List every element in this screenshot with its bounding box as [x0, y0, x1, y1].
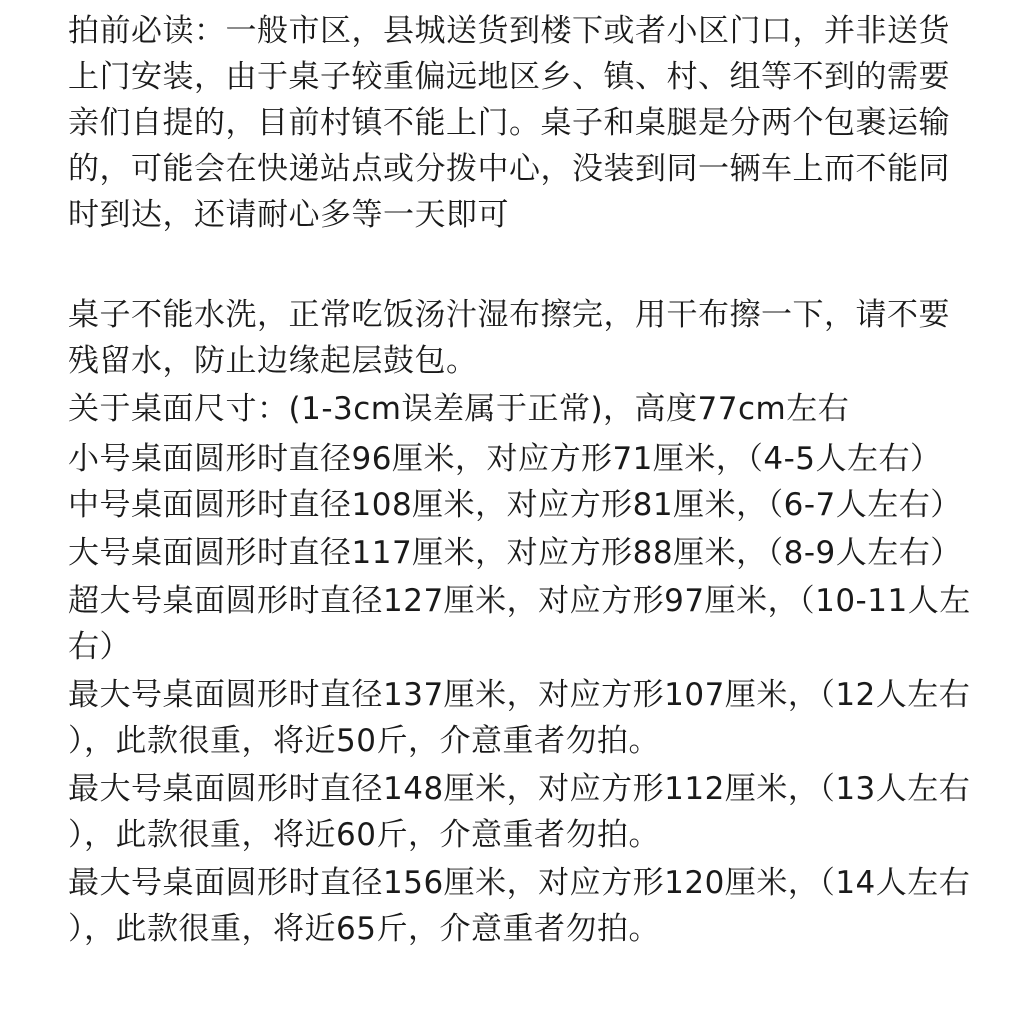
- notice-line-5: 时到达，还请耐心多等一天即可: [68, 197, 509, 233]
- sizes-heading: 关于桌面尺寸：(1-3cm误差属于正常)，高度77cm左右: [68, 391, 850, 427]
- care-line-2: 残留水，防止边缘起层鼓包。: [68, 343, 478, 379]
- notice-line-1: 拍前必读：一般市区，县城送货到楼下或者小区门口，并非送货: [68, 13, 950, 49]
- size-line-max-148-cont: ），此款很重，将近60斤，介意重者勿拍。: [68, 817, 660, 853]
- size-line-max-137: 最大号桌面圆形时直径137厘米，对应方形107厘米，（12人左右: [68, 677, 971, 713]
- size-line-max-148: 最大号桌面圆形时直径148厘米，对应方形112厘米，（13人左右: [68, 771, 971, 807]
- care-line-1: 桌子不能水洗，正常吃饭汤汁湿布擦完，用干布擦一下，请不要: [68, 297, 950, 333]
- notice-line-3: 亲们自提的，目前村镇不能上门。桌子和桌腿是分两个包裹运输: [68, 105, 950, 141]
- size-line-xlarge-cont: 右）: [68, 629, 131, 665]
- size-line-large: 大号桌面圆形时直径117厘米，对应方形88厘米，（8-9人左右）: [68, 535, 962, 571]
- notice-line-2: 上门安装，由于桌子较重偏远地区乡、镇、村、组等不到的需要: [68, 59, 950, 95]
- size-line-max-137-cont: ），此款很重，将近50斤，介意重者勿拍。: [68, 723, 660, 759]
- size-line-max-156-cont: ），此款很重，将近65斤，介意重者勿拍。: [68, 911, 660, 947]
- size-line-medium: 中号桌面圆形时直径108厘米，对应方形81厘米，（6-7人左右）: [68, 487, 962, 523]
- size-line-xlarge: 超大号桌面圆形时直径127厘米，对应方形97厘米，（10-11人左: [68, 583, 971, 619]
- size-line-small: 小号桌面圆形时直径96厘米，对应方形71厘米，（4-5人左右）: [68, 441, 942, 477]
- size-line-max-156: 最大号桌面圆形时直径156厘米，对应方形120厘米，（14人左右: [68, 865, 971, 901]
- notice-line-4: 的，可能会在快递站点或分拨中心，没装到同一辆车上而不能同: [68, 151, 950, 187]
